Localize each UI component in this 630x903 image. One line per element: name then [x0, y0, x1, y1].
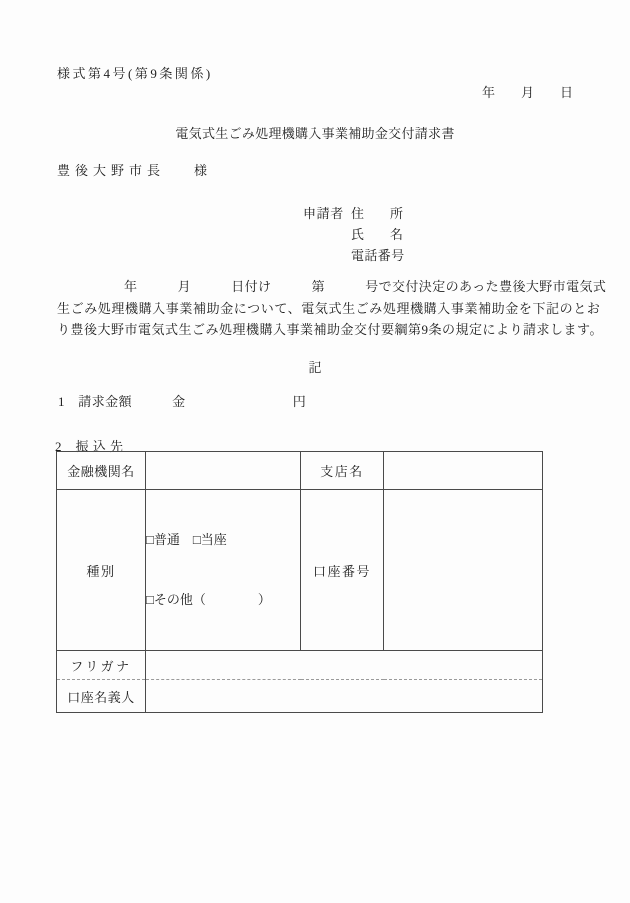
row-financial-institution [57, 452, 543, 490]
applicant-address-label: 住 所 [351, 206, 404, 221]
date-line: 年 月 日 [482, 85, 574, 100]
body-paragraph-line-1: 年 月 日付け 第 号で交付決定のあった豊後大野市電気式 [57, 279, 607, 294]
addressee-line [57, 162, 207, 179]
transfer-details-table [56, 451, 543, 713]
furigana-value-cell [146, 651, 543, 680]
account-type-options-line-2 [146, 590, 300, 610]
addressee-name: 豊後大野市長 [57, 163, 166, 178]
applicant-name-label: 氏 名 [351, 227, 404, 242]
addressee-honorific: 様 [194, 163, 208, 178]
account-holder-value-cell [146, 680, 543, 713]
transfer-section-heading: 2 振 込 先 [55, 439, 124, 454]
checkbox-option-other: □その他（ ） [146, 592, 271, 607]
body-paragraph-line-3: り豊後大野市電気式生ごみ処理機購入事業補助金交付要綱第9条の規定により請求します。 [57, 322, 603, 337]
checkbox-option-current: □当座 [192, 532, 227, 547]
account-type-options-cell [146, 490, 301, 651]
furigana-label: フリガナ [57, 651, 146, 680]
applicant-phone-label: 電話番号 [351, 248, 405, 263]
applicant-label: 申請者 [303, 206, 344, 221]
account-number-label: 口座番号 [301, 490, 384, 651]
body-paragraph-line-2: 生ごみ処理機購入事業補助金について、電気式生ごみ処理機購入事業補助金を下記のとお [57, 301, 601, 316]
branch-label: 支店名 [301, 452, 384, 490]
ki-heading: 記 [308, 360, 322, 375]
account-type-options-line-1 [146, 530, 300, 550]
financial-institution-label: 金融機関名 [57, 452, 146, 490]
checkbox-option-ordinary: □普通 [146, 532, 180, 547]
financial-institution-value-cell [146, 452, 301, 490]
account-type-label: 種別 [57, 490, 146, 651]
row-account-holder [57, 680, 543, 713]
form-number: 様式第4号(第9条関係) [57, 66, 213, 81]
account-holder-label: 口座名義人 [57, 680, 146, 713]
account-number-value-cell [384, 490, 543, 651]
row-furigana [57, 651, 543, 680]
page-title: 電気式生ごみ処理機購入事業補助金交付請求書 [175, 126, 455, 141]
row-account-type [57, 490, 543, 651]
branch-value-cell [384, 452, 543, 490]
claim-amount-line: 1 請求金額 金 円 [58, 394, 307, 409]
